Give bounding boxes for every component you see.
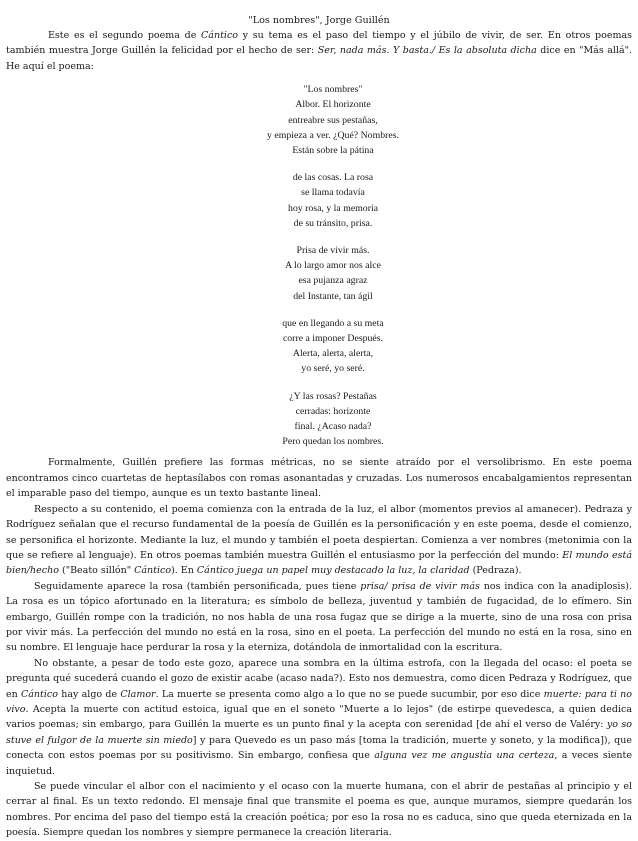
quote-italic: juega un papel muy destacado la luz, la claridad xyxy=(236,565,470,577)
intro-quote: Ser, nada más. Y basta./ Es la absoluta dicha xyxy=(317,45,537,57)
poem-line: Albor. El horizonte xyxy=(295,99,371,111)
document-page xyxy=(6,14,632,841)
poem-line: esa pujanza agraz xyxy=(298,275,368,287)
poem-line: hoy rosa, y la memoria xyxy=(287,202,379,214)
paragraph-text: ("Beato sillón" xyxy=(58,565,135,577)
poem-stanza xyxy=(6,243,632,304)
poem-line: corre a imponer Después. xyxy=(282,333,384,345)
poem-line: Están sobre la pátina xyxy=(292,145,374,157)
book-title-italic: Clamor xyxy=(120,688,156,700)
poem-line: de su tránsito, prisa. xyxy=(293,217,373,229)
poem-stanza xyxy=(6,97,632,158)
paragraph-text: No obstante, a pesar de todo este gozo, aparece una sombra en la última estrofa, con la llegada del ocaso: el poeta se pregunta qué sucederá cuando el gozo de existir acabe (acaso nada?). Esto nos demuestra, como dicen Pedraza y Rodríguez, que en xyxy=(6,657,632,700)
book-title-italic: Cántico xyxy=(196,565,234,577)
poem-line: A lo largo amor nos alce xyxy=(285,260,381,272)
poem-line: y empieza a ver. ¿Qué? Nombres. xyxy=(267,129,399,141)
poem-line: cerradas: horizonte xyxy=(295,405,371,417)
poem-line: del Instante, tan ágil xyxy=(293,290,373,302)
paragraph-content xyxy=(6,502,632,579)
paragraph-text: Seguidamente aparece la rosa (también personificada, pues tiene xyxy=(34,580,361,592)
poem-line: entreabre sus pestañas, xyxy=(288,114,378,126)
paragraph-text: (Pedraza). xyxy=(469,565,522,577)
paragraph-text: . Acepta la muerte con actitud estoica, igual que en el soneto "Muerte a lo lejos" (de estirpe quevedesca, a quien dedica varios poemas; sin embargo, para Guillén la muerte es un punto final y la acepta con serenidad [de ahí el verso de Valéry: xyxy=(6,703,632,731)
poem-stanza xyxy=(6,316,632,377)
paragraph-rose xyxy=(6,579,632,656)
poem-line: Prisa de vivir más. xyxy=(296,245,370,257)
poem-line: que en llegando a su meta xyxy=(282,317,384,329)
book-title-italic: Cántico xyxy=(134,565,172,577)
intro-text: Este es el segundo poema de xyxy=(48,30,202,41)
quote-italic: muerte: para ti no vivo xyxy=(6,688,632,715)
intro-paragraph xyxy=(6,28,632,74)
poem-line: de las cosas. La rosa xyxy=(292,172,374,184)
intro-book-title: Cántico xyxy=(201,30,238,41)
paragraph-text: Respecto a su contenido, el poema comienza con la entrada de la luz, el albor (momentos previos al amanecer). Pedraza y Rodríguez señalan que el recurso fundamental de la poesía de Guillén es la personificación y en este poema, desde el comienzo, se personifica el horizonte. Mediante la luz, el mundo y también el poeta despiertan. Comienza a ver nombres (metonimia con la que se refiere al lenguaje). En otros poemas también muestra Guillén el entusiasmo por la perfección del mundo: xyxy=(6,503,632,561)
paragraph-death xyxy=(6,656,632,779)
paragraph-text: nos indica con la anadiplosis). La rosa es un tópico afortunado en la literatura; es símbolo de belleza, juventud y también de fugacidad, de lo efímero. Sin embargo, Guillén rompe con la tradición, no nos habla de una rosa fugaz que se dirige a la muerte, sino de una rosa con prisa por vivir más. La perfección del mundo no está en la rosa, sino en el poeta. La perfección del mundo no está en la rosa, sino en su nombre. El lenguaje hace perdurar la rosa y la eterniza, dotándola de inmortalidad con la escritura. xyxy=(6,580,632,654)
poem-line: yo seré, yo seré. xyxy=(301,363,365,375)
poem-stanza xyxy=(6,170,632,231)
paragraph-text: , a veces siente inquietud. xyxy=(6,750,632,777)
poem-title: "Los nombres" xyxy=(303,84,363,96)
paragraph-text: hay algo de xyxy=(57,688,121,700)
book-title-italic: Cántico xyxy=(21,688,58,700)
poem-stanza xyxy=(6,389,632,450)
paragraph-form: Formalmente, Guillén prefiere las formas métricas, no se siente atraído por el versolibrismo. En este poema encontramos cinco cuartetas de heptasílabos con romas asonantadas y cruzadas. Los numerosos encabalgamientos representan el imparable paso del tiempo, aunque es un texto bastante lineal. xyxy=(6,457,632,500)
poem-line: ¿Y las rosas? Pestañas xyxy=(289,390,377,402)
poem-line: final. ¿Acaso nada? xyxy=(294,421,372,433)
paragraph-text: ] y para Quevedo es un paso más [toma la tradición, muerte y soneto, y la modifica]), que conecta con estos poemas por su positivismo. Sin embargo, confiesa que xyxy=(6,734,632,762)
quote-italic: alguna vez me angustia una certeza xyxy=(374,750,555,762)
poem xyxy=(6,82,632,449)
paragraph-conclusion: Se puede vincular el albor con el nacimiento y el ocaso con la muerte humana, con el abrir de pestañas al principio y el cerrar al final. Es un texto redondo. El mensaje final que transmite el poema es que, aunque muramos, siempre quedarán los nombres. Por encima del paso del tiempo está la creación poética; por eso la rosa no es caduca, sino que queda eternizada en la poesía. Siempre quedan los nombres y siempre permanece la creación literaria. xyxy=(6,781,632,839)
paragraph-text: ). En xyxy=(171,565,197,577)
poem-line: se llama todavía xyxy=(301,187,365,199)
paragraph-text: . La muerte se presenta como algo a lo que no se puede sucumbir, por eso dice xyxy=(155,688,544,700)
quote-italic: yo so stuve el fulgor de la muerte sin miedo xyxy=(6,719,633,746)
intro-text: dice en "Más allá". He aquí el poema: xyxy=(6,45,633,72)
poem-line: Alerta, alerta, alerta, xyxy=(292,348,374,360)
quote-italic: prisa/ prisa de vivir más xyxy=(360,580,480,592)
quote-italic: El mundo está bien/hecho xyxy=(6,549,632,577)
intro-text: y su tema es el paso del tiempo y el júbilo de vivir, de ser. En otros poemas también muestra Jorge Guillén la felicidad por el hecho de ser: xyxy=(6,30,632,57)
poem-line: Pero quedan los nombres. xyxy=(282,436,384,448)
document-title: "Los nombres", Jorge Guillén xyxy=(248,15,390,26)
